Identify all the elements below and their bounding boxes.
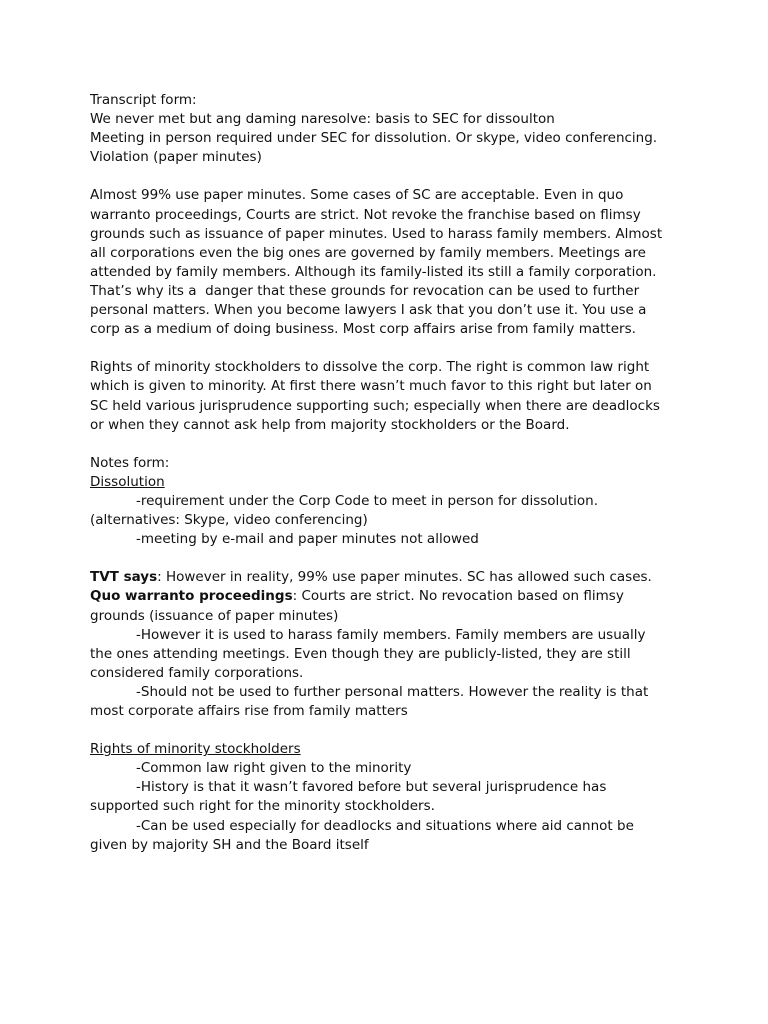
- notes-item: -Can be used especially for deadlocks and situations where aid cannot be: [136, 817, 634, 834]
- tvt-says-text: : However in reality, 99% use paper minutes. SC has allowed such cases.: [157, 569, 652, 586]
- notes-item: -Common law right given to the minority: [136, 760, 412, 777]
- quo-warranto-label: Quo warranto proceedings: [90, 588, 293, 605]
- paragraph-line: attended by family members. Although its family-listed its still a family corporation.: [90, 263, 657, 280]
- spacer: [90, 339, 690, 358]
- dissolution-title: Dissolution: [90, 473, 165, 490]
- notes-item-continuation: the ones attending meetings. Even though they are publicly-listed, they are still: [90, 645, 631, 662]
- transcript-line: We never met but ang daming naresolve: basis to SEC for dissoulton: [90, 111, 555, 128]
- rights-title: Rights of minority stockholders: [90, 741, 301, 758]
- notes-heading: Notes form:: [90, 454, 170, 471]
- notes-item-continuation: grounds (issuance of paper minutes): [90, 607, 339, 624]
- tvt-says-line: [90, 568, 690, 587]
- notes-item: -However it is used to harass family members. Family members are usually: [136, 626, 646, 643]
- notes-item-continuation: given by majority SH and the Board itself: [90, 836, 369, 853]
- paragraph-line: personal matters. When you become lawyers I ask that you don’t use it. You use a: [90, 302, 647, 319]
- document-page: [90, 91, 690, 855]
- spacer: [90, 721, 690, 740]
- paragraph-line: Almost 99% use paper minutes. Some cases of SC are acceptable. Even in quo: [90, 187, 624, 204]
- paragraph-line: which is given to minority. At first there wasn’t much favor to this right but later on: [90, 378, 652, 395]
- notes-item-continuation: most corporate affairs rise from family matters: [90, 703, 408, 719]
- paragraph-line: That’s why its a danger that these grounds for revocation can be used to further: [90, 282, 640, 299]
- spacer: [90, 435, 690, 454]
- notes-item-continuation: supported such right for the minority stockholders.: [90, 798, 435, 815]
- paragraph-line: warranto proceedings, Courts are strict. Not revoke the franchise based on flimsy: [90, 206, 641, 223]
- spacer: [90, 549, 690, 568]
- notes-item-continuation: considered family corporations.: [90, 664, 304, 681]
- notes-item-continuation: (alternatives: Skype, video conferencing): [90, 512, 368, 529]
- paragraph-line: SC held various jurisprudence supporting such; especially when there are deadlocks: [90, 397, 660, 414]
- transcript-line: Meeting in person required under SEC for dissolution. Or skype, video conferencing.: [90, 130, 658, 147]
- spacer: [90, 167, 690, 186]
- notes-item: -requirement under the Corp Code to meet in person for dissolution.: [136, 492, 598, 509]
- notes-item: -History is that it wasn’t favored before but several jurisprudence has: [136, 779, 607, 796]
- paragraph-line: Rights of minority stockholders to dissolve the corp. The right is common law right: [90, 359, 650, 376]
- transcript-line: Violation (paper minutes): [90, 149, 262, 166]
- notes-item: -Should not be used to further personal matters. However the reality is that: [136, 683, 649, 700]
- tvt-says-label: TVT says: [90, 569, 158, 586]
- quo-warranto-line: [90, 587, 690, 606]
- paragraph-line: grounds such as issuance of paper minutes. Used to harass family members. Almost: [90, 225, 663, 242]
- transcript-heading: Transcript form:: [90, 92, 197, 108]
- paragraph-line: all corporations even the big ones are governed by family members. Meetings are: [90, 244, 646, 261]
- paragraph-line: corp as a medium of doing business. Most corp affairs arise from family matters.: [90, 321, 636, 338]
- quo-warranto-text: : Courts are strict. No revocation based on flimsy: [292, 588, 624, 605]
- paragraph-line: or when they cannot ask help from majority stockholders or the Board.: [90, 416, 570, 433]
- notes-item: -meeting by e-mail and paper minutes not allowed: [136, 531, 479, 548]
